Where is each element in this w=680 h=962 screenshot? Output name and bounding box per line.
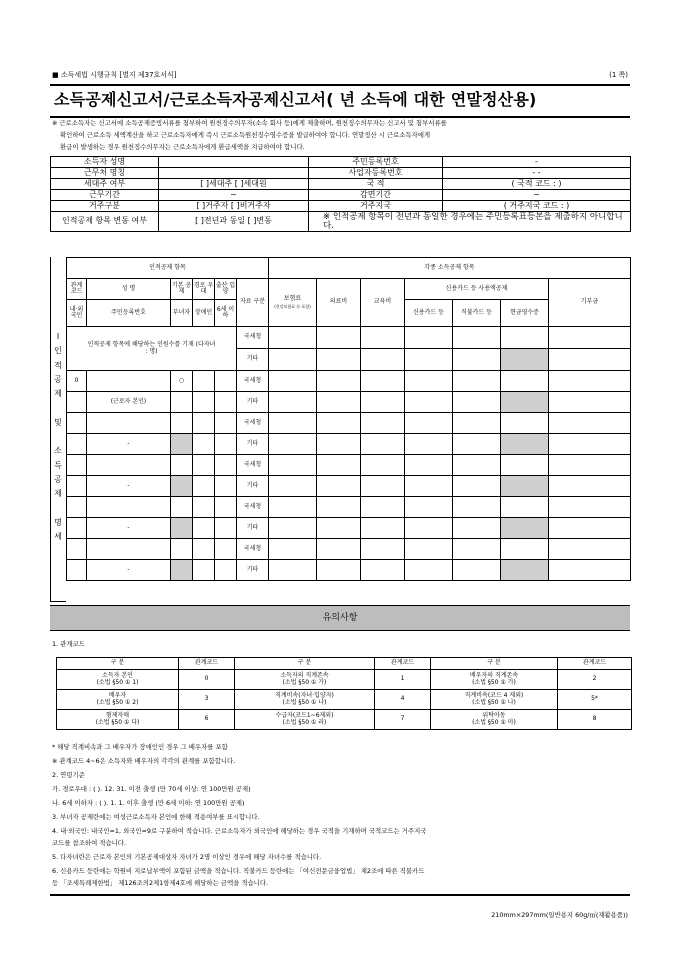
personal-header: 인적공제 항목 [67,258,269,279]
note-5: 나. 6세 이하자 : ( ). 1. 1. 이후 출생 (만 6세 이하: 연 100만원 공제) [52,799,245,807]
head-label: 세대주 여부 [51,179,159,190]
title-rule [50,84,630,86]
nationality-label: 국 적 [309,179,443,190]
codes-heading: 1. 관계코드 [52,640,85,648]
page-number: (1 쪽) [609,71,628,79]
head-options[interactable]: [ ]세대주 [ ]세대원 [159,179,309,190]
reg-no-field[interactable]: - [443,157,631,168]
change-options[interactable]: [ ]전년과 동일 [ ]변동 [159,212,309,232]
nationality-field[interactable]: ( 국적 코드 : ) [443,179,631,190]
reduction-label: 감면기간 [309,190,443,201]
notes-title: 유의사항 [50,605,630,631]
paper-size: 210mm×297mm(일반용지 60g/㎡(재활용품)) [491,911,628,919]
biz-no-label: 사업자등록번호 [309,168,443,179]
children-count[interactable]: 인적공제 항목에 해당하는 인원수를 기재 (다자녀 : 명) [67,327,237,371]
note-3: 2. 연령기준 [52,771,85,779]
change-label: 인적공제 항목 변동 여부 [51,212,159,232]
residence-label: 거주구분 [51,201,159,212]
section-label: Ⅰ 인 적 공 제 및 소 득 공 제 명 세 [54,332,62,542]
note-8: 코드를 참조하여 적습니다. [52,839,127,847]
note-2: ※ 관계코드 4~6은 소득자와 배우자의 각각의 관계를 포함합니다. [52,757,236,765]
workplace-label: 근무처 명칭 [51,168,159,179]
intro-line-1: ※ 근로소득자는 신고서에 소득공제증빙서류를 첨부하여 원천징수의무자(소속 회사 등)에게 제출하며, 원천징수의무자는 신고서 및 첨부서류를 [52,119,447,127]
reg-no-label: 주민등록번호 [309,157,443,168]
intro-line-3: 환급이 발생하는 경우 원천징수의무자는 근로소득자에게 환급세액을 지급하여야 합니다. [60,143,305,151]
residence-options[interactable]: [ ]거주자 [ ]비거주자 [159,201,309,212]
change-note: ※ 인적공제 항목이 전년과 동일한 경우에는 주민등록표등본을 제출하지 아니합니다. [309,212,631,232]
note-1: * 해당 직계비속과 그 배우자가 장애인인 경우 그 배우자를 포함 [52,743,228,751]
relation-code-table: 구 분 관계코드 구 분 관계코드 구 분 관계코드 소득자 본인 (소법 §50 ① 1) 0 소득자의 직계존속 (소법 §50 ① 가) 1 배우자의 직계존속 (소법 §50 ① 가) 2 배우자 (소법 §50 ① 2) 3 직계비속(자녀·입양자) (소법 §50 ① 나) 4 직계비속(코드 4 제외) (소법 §50 ① 나) 5* 형제자매 (소법 §50 ① 다) 6 수급자(코드1~6제외) (소법 §50 ① 라) 7 위탁아동 (소법 §50 ① 마) 8 [56,657,632,730]
res-country-field[interactable]: ( 거주지국 코드 : ) [443,201,631,212]
taxpayer-info-table [50,156,631,232]
res-country-label: 거주지국 [309,201,443,212]
form-title: 소득공제신고서/근로소득자공제신고서( 년 소득에 대한 연말정산용) [54,90,537,109]
note-6: 3. 부녀자 공제란에는 여성근로소득자 본인에 한해 적용여부를 표시합니다. [52,813,260,821]
reduction-field[interactable]: ~ [443,190,631,201]
biz-no-field[interactable]: - - [443,168,631,179]
note-10: 6. 신용카드 등란에는 학원비 지로납부액이 포함된 금액을 적습니다. 직불카드 등란에는 「여신전문금융업법」 제2조에 따른 직불카드 [52,867,425,875]
period-label: 근무기간 [51,190,159,201]
note-9: 5. 다자녀란은 근로자 본인의 기본공제대상자 자녀가 2명 이상인 경우에 해당 자녀수를 적습니다. [52,853,322,861]
name-field[interactable] [159,157,309,168]
note-4: 가. 경로우대 : ( ). 12. 31. 이전 출생 (만 70세 이상: 연 100만원 공제) [52,785,251,793]
period-field[interactable]: ~ [159,190,309,201]
workplace-field[interactable] [159,168,309,179]
form-regulation: ■ 소득세법 시행규칙 [별지 제37호서식] [52,71,177,79]
name-label: 소득자 성명 [51,157,159,168]
various-header: 각종 소득공제 항목 [269,258,631,279]
deduction-table: 인적공제 항목 각종 소득공제 항목 관계 코드 성 명 기본 공제 경로 우대 출산 입양 자료 구분 보험료 (건강보험료 등 포함) 의료비 교육비 신용카드 등 사용액공제 기부금 내·외 국인 주민등록번호 부녀자 장애인 6세 이하 신용카드 등 직불카드 등 현금영수증 인적공제 항목에 해당하는 인원수를 기재 (다자녀 : 명) 국세청 기타 0 ○ 국세청 (근로자 본인) 기타 국세청 - 기타 국세청 - 기타 국세청 - 기타 국세청 - 기타 [66,257,631,581]
intro-line-2: 확인하여 근로소득 세액계산을 하고 근로소득자에게 즉시 근로소득원천징수영수증을 발급하여야 합니다. 연말정산 시 근로소득자에게 [60,131,431,139]
note-11: 등 「조세특례제한법」 제126조의2제1항제4호에 해당하는 금액을 적습니다. [52,879,269,887]
note-7: 4. 내·외국인: 내국인=1, 외국인=9로 구분하여 적습니다. 근로소득자가 외국인에 해당하는 경우 국적을 기재하며 국적코드는 거주지국 [52,827,427,835]
